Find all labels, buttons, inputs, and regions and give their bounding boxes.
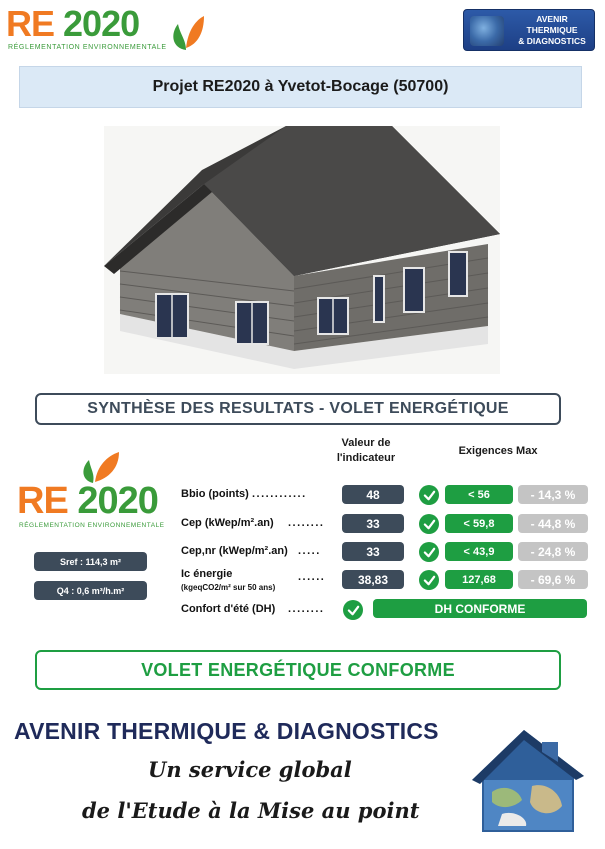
bbio-label: Bbio (points) <box>181 488 249 500</box>
check-icon <box>419 514 439 534</box>
bbio-gap: - 14,3 % <box>518 485 588 504</box>
cep-label: Cep (kWep/m².an) <box>181 517 274 529</box>
cepnr-gap: - 24,8 % <box>518 542 588 561</box>
house-illustration <box>104 126 500 374</box>
re2020-logo-large-subtitle: RÉGLEMENTATION ENVIRONNEMENTALE <box>19 522 165 529</box>
cepnr-max: < 43,9 <box>445 542 513 561</box>
check-icon <box>419 542 439 562</box>
project-title: Projet RE2020 à Yvetot-Bocage (50700) <box>19 66 582 108</box>
sref-badge: Sref : 114,3 m² <box>34 552 147 571</box>
re2020-logo-large-text: RE 2020 <box>17 480 158 522</box>
cepnr-leader: ..... <box>298 545 321 557</box>
check-icon <box>343 600 363 620</box>
earth-house-icon <box>462 722 590 838</box>
requirements-column-header: Exigences Max <box>458 445 538 457</box>
tagline-line1: Un service global <box>148 757 352 782</box>
cepnr-label: Cep,nr (kWep/m².an) <box>181 545 288 557</box>
re2020-logo-text: RE 2020 <box>6 3 140 44</box>
cepnr-value: 33 <box>342 542 404 561</box>
tagline-line2: de l'Etude à la Mise au point <box>82 798 420 823</box>
globe-house-icon <box>470 16 504 46</box>
summer-comfort-label: Confort d'été (DH) <box>181 603 276 615</box>
value-column-header: Valeur de l'indicateur <box>336 437 396 464</box>
cep-leader: ........ <box>288 517 325 529</box>
re2020-logo-large <box>15 452 175 532</box>
cep-max: < 59,8 <box>445 514 513 533</box>
bbio-value: 48 <box>342 485 404 504</box>
q4-badge: Q4 : 0,6 m³/h.m² <box>34 581 147 600</box>
summer-comfort-leader: ........ <box>288 603 325 615</box>
conformity-banner: VOLET ENERGÉTIQUE CONFORME <box>35 650 561 690</box>
ic-energie-max: 127,68 <box>445 570 513 589</box>
ic-energie-value: 38,83 <box>342 570 404 589</box>
ic-energie-gap: - 69,6 % <box>518 570 588 589</box>
leaves-icon <box>164 12 204 52</box>
synthesis-banner: SYNTHÈSE DES RESULTATS - VOLET ENERGÉTIQUE <box>35 393 561 425</box>
re2020-logo <box>6 4 206 54</box>
bbio-leader: ............ <box>252 488 307 500</box>
ic-energie-label: Ic énergie (kgeqCO2/m² sur 50 ans) <box>181 567 275 595</box>
check-icon <box>419 570 439 590</box>
check-icon <box>419 485 439 505</box>
cep-gap: - 44,8 % <box>518 514 588 533</box>
company-name: AVENIR THERMIQUE & DIAGNOSTICS <box>14 718 439 744</box>
bbio-max: < 56 <box>445 485 513 504</box>
cep-value: 33 <box>342 514 404 533</box>
dh-result: DH CONFORME <box>373 599 587 618</box>
ic-energie-unit: (kgeqCO2/m² sur 50 ans) <box>181 583 276 592</box>
company-badge: AVENIR THERMIQUE & DIAGNOSTICS <box>463 9 595 51</box>
ic-energie-leader: ...... <box>298 571 326 583</box>
re2020-logo-subtitle: RÉGLEMENTATION ENVIRONNEMENTALE <box>8 44 167 51</box>
